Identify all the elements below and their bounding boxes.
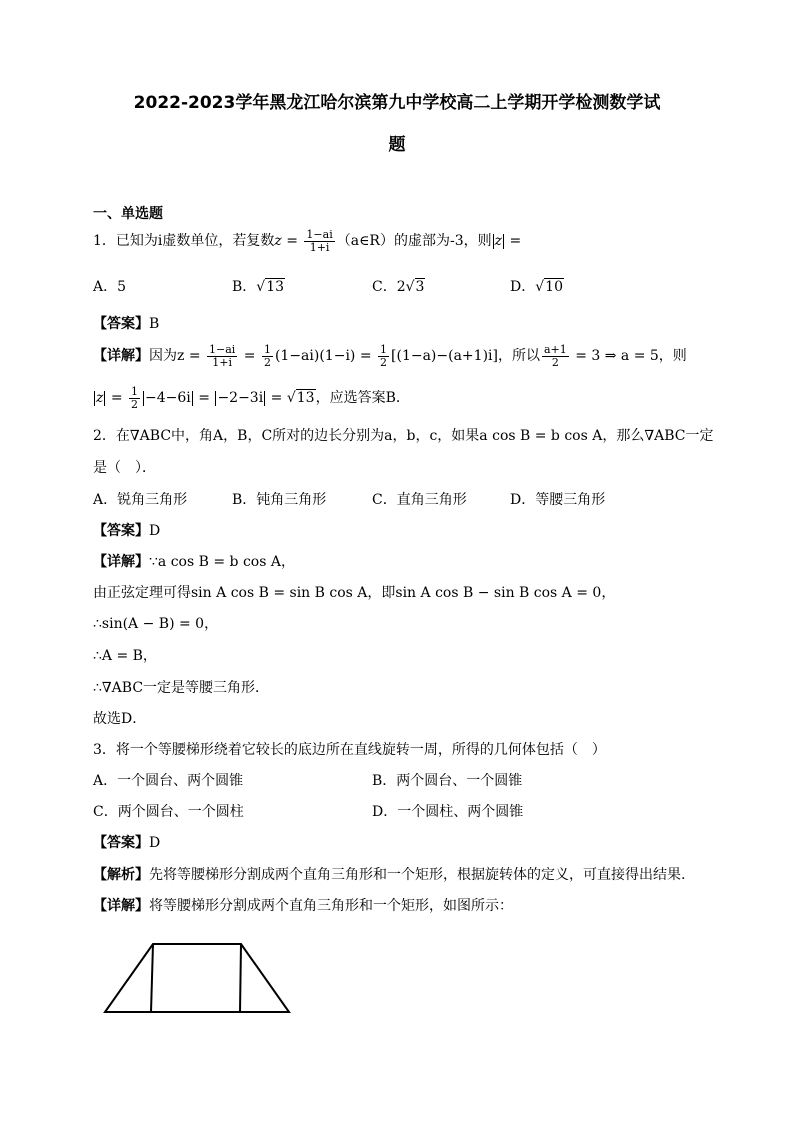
- q1-det-f2n: 1: [263, 342, 271, 356]
- q2-detail-6: 故选D．: [93, 711, 147, 727]
- q3-detail-tag: 【详解】: [93, 898, 149, 914]
- q1-det-f3d: 2: [380, 355, 388, 369]
- q1-det-f4d: 2: [551, 355, 559, 369]
- q1-frac-num: 1−ai: [306, 227, 333, 241]
- q3-analysis: [93, 864, 685, 884]
- q2-stem-line1: 2．在∇ABC中，角A，B，C所对的边长分别为a，b，c，如果a cos B = b cos A，那么∇ABC一定: [93, 428, 714, 444]
- q2-option-a: A．锐角三角形: [93, 492, 188, 508]
- q1-option-c: [372, 276, 425, 296]
- q3-detail-text: 将等腰梯形分割成两个直角三角形和一个矩形，如图所示：: [149, 898, 513, 914]
- q1-det-c: (1−ai)(1−i) =: [274, 348, 377, 364]
- q2-option-b: B．钝角三角形: [232, 492, 327, 508]
- q1-optc-label: C．2: [372, 279, 406, 295]
- q1-z: z: [274, 233, 282, 249]
- q3-detail: [93, 895, 513, 915]
- q2-answer: [93, 520, 160, 540]
- q1-optd-label: D．: [510, 279, 536, 295]
- q1-fraction: [304, 229, 334, 254]
- q1-cond: （a∈R）: [336, 233, 394, 249]
- q1-answer-tag: 【答案】: [93, 316, 149, 332]
- q1-optc-sqrt: √3: [405, 279, 425, 295]
- q3-option-a: A．一个圆台、两个圆锥: [93, 773, 244, 789]
- q2-detail-2: 由正弦定理可得sin A cos B = sin B cos A，即sin A cos B − sin B cos A = 0，: [93, 585, 616, 601]
- q1-l2-eq2: =: [193, 390, 215, 406]
- q1-optb-rad: 13: [266, 279, 285, 295]
- q1-det-f2d: 2: [263, 355, 271, 369]
- q2-detail-tag: 【详解】: [93, 554, 149, 570]
- trapezoid-figure: [100, 938, 294, 1018]
- q1-det-f3n: 1: [380, 342, 388, 356]
- q3-option-b: B．两个圆台、一个圆锥: [372, 773, 523, 789]
- q1-stem-pre: 1．已知为i虚数单位，若复数: [93, 233, 275, 249]
- q1-det-frac3: [378, 344, 389, 369]
- q1-l2-rad: 13: [296, 390, 315, 406]
- q2-detail-4: ∴A = B，: [93, 648, 157, 664]
- q3-answer-tag: 【答案】: [93, 835, 149, 851]
- q1-det-f4n: a+1: [543, 342, 567, 356]
- q1-frac-den: 1+i: [309, 240, 330, 254]
- q3-option-c: C．两个圆台、一个圆柱: [93, 804, 244, 820]
- q1-l2-fd: 2: [131, 397, 139, 411]
- left-altitude: [151, 944, 153, 1012]
- q1-l2-c: −4−6i: [145, 390, 191, 406]
- q1-det-f1n: 1−ai: [209, 342, 236, 356]
- q1-l2-eq1: =: [106, 390, 128, 406]
- q1-option-d: [510, 276, 564, 296]
- q3-analysis-tag: 【解析】: [93, 867, 149, 883]
- q1-optc-rad: 3: [415, 279, 425, 295]
- q2-option-d: D．等腰三角形: [510, 492, 606, 508]
- q1-l2-sqrt: √13: [286, 390, 315, 406]
- q1-l2-z: z: [96, 390, 104, 406]
- trapezoid-outline: [105, 944, 289, 1012]
- section-heading: 一、单选题: [93, 206, 163, 222]
- q1-detail-line1: [93, 342, 687, 370]
- right-altitude: [240, 944, 241, 1012]
- q1-det-frac1: [207, 344, 237, 369]
- q1-det-f1d: 1+i: [212, 355, 233, 369]
- q1-det-a: 因为z =: [149, 348, 206, 364]
- q3-answer-value: D: [149, 835, 161, 851]
- q2-detail-3: ∴sin(A − B) = 0，: [93, 616, 219, 632]
- q1-stem: [93, 228, 521, 254]
- q1-optd-rad: 10: [545, 279, 563, 295]
- q3-option-d: D．一个圆柱、两个圆锥: [372, 804, 524, 820]
- q3-answer: [93, 832, 160, 852]
- q2-option-c: C．直角三角形: [372, 492, 467, 508]
- q1-det-b: =: [239, 348, 260, 364]
- q1-l2-eq3: =: [266, 390, 287, 406]
- q1-det-d: [(1−a)−(a+1)i]，所以: [391, 348, 540, 364]
- q1-eq: =: [281, 233, 303, 249]
- q1-det-frac2: [262, 344, 273, 369]
- q1-l2-fn: 1: [131, 384, 139, 398]
- q1-answer-value: B: [149, 316, 160, 332]
- page-title-line2: 题: [388, 135, 406, 155]
- q1-optb-label: B．: [232, 279, 257, 295]
- q1-l2-frac: [129, 386, 140, 411]
- q2-detail-5: ∴∇ABC一定是等腰三角形．: [93, 680, 270, 696]
- q1-abs-z: z: [494, 233, 503, 249]
- q1-end: =: [505, 233, 522, 249]
- q2-detail-1: [93, 551, 295, 571]
- q2-det1: ∵a cos B = b cos A，: [149, 554, 295, 570]
- q1-answer: [93, 313, 159, 333]
- q1-option-a: A．5: [93, 279, 127, 295]
- q1-l2-g: ，应选答案B．: [315, 390, 410, 406]
- q1-stem-post: 的虚部为-3，则: [393, 233, 492, 249]
- q1-l2-e: −2−3i: [217, 390, 264, 406]
- q1-detail-tag: 【详解】: [93, 348, 149, 364]
- q1-det-e: = 3 ⇒ a = 5，则: [570, 348, 687, 364]
- q1-option-b: [232, 276, 285, 296]
- q1-detail-line2: [93, 384, 410, 412]
- q1-det-frac4: [542, 344, 569, 369]
- q2-answer-value: D: [149, 523, 161, 539]
- q1-optb-sqrt: √13: [256, 279, 285, 295]
- page-title-line1: 2022-2023学年黑龙江哈尔滨第九中学校高二上学期开学检测数学试: [133, 93, 661, 113]
- q2-stem-line2: 是（ ）．: [93, 460, 156, 476]
- q1-optd-sqrt: √10: [535, 279, 563, 295]
- q2-answer-tag: 【答案】: [93, 523, 149, 539]
- q3-analysis-text: 先将等腰梯形分割成两个直角三角形和一个矩形，根据旋转体的定义，可直接得出结果.: [149, 867, 686, 883]
- q3-stem: 3．将一个等腰梯形绕着它较长的底边所在直线旋转一周，所得的几何体包括（ ）: [93, 742, 606, 758]
